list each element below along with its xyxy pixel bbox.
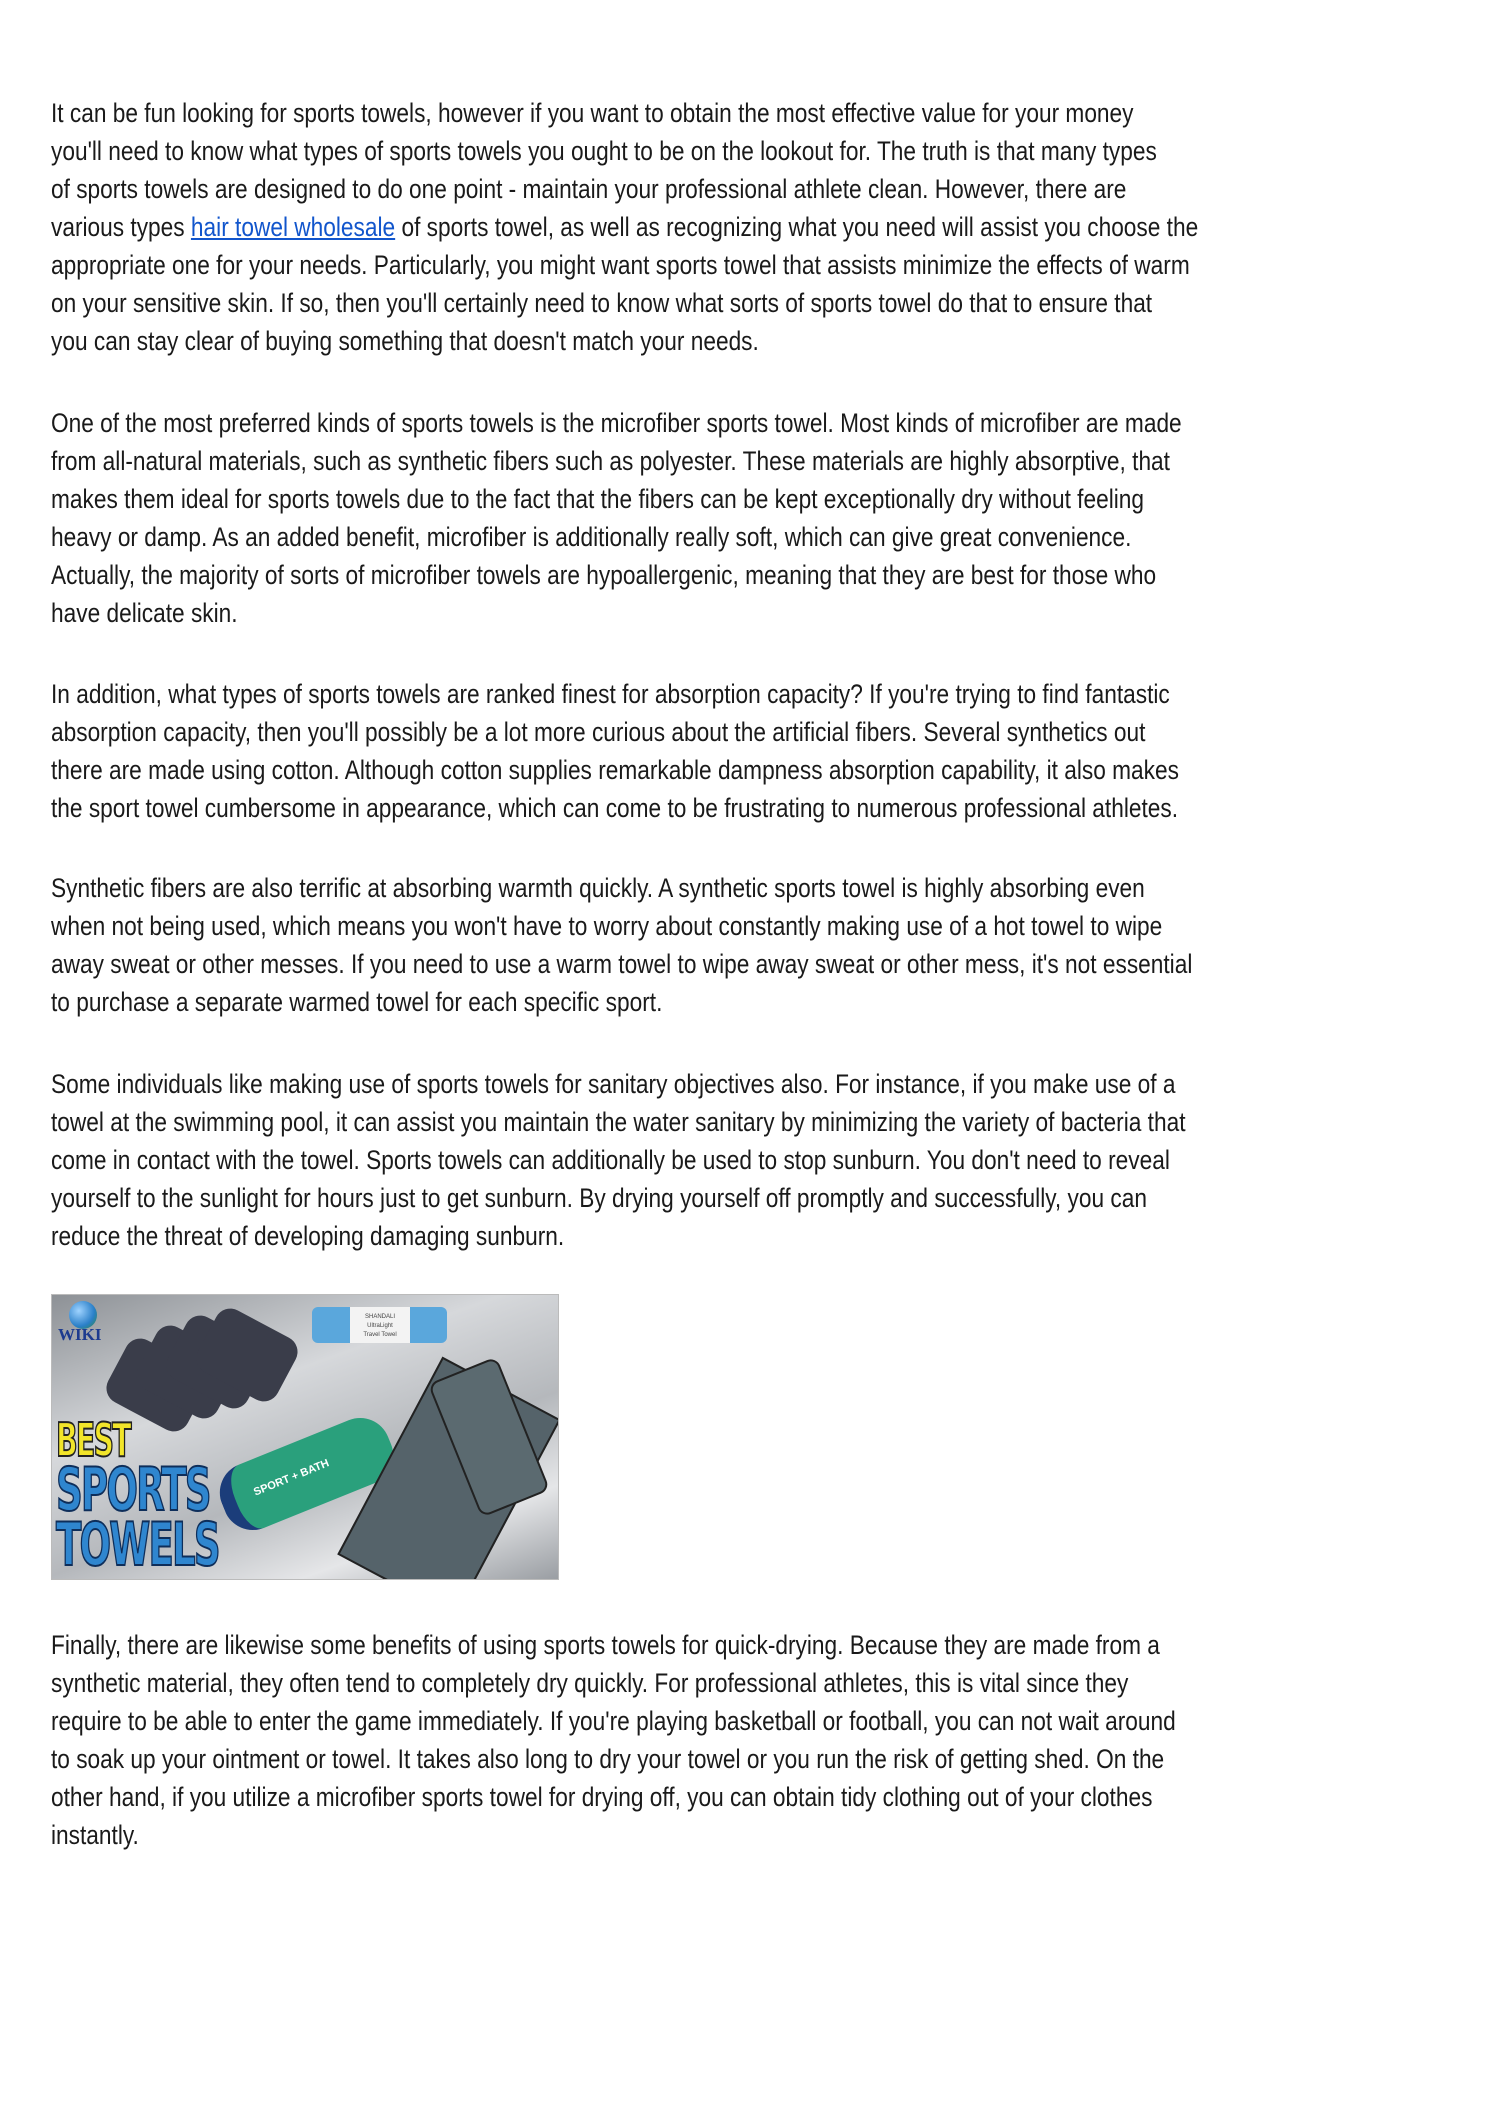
text-line (51, 1626, 1471, 1664)
line-text: Actually, the majority of sorts of microfiber towels are hypoallergenic, meaning that they are best for those who (51, 560, 1157, 590)
line-text: heavy or damp. As an added benefit, microfiber is additionally really soft, which can give great convenience. (51, 522, 1132, 552)
line-text: have delicate skin. (51, 598, 238, 628)
paragraph (51, 404, 1471, 632)
text-line (51, 556, 1471, 594)
label-product: UltraLight (367, 1323, 393, 1329)
text-line (51, 322, 1471, 360)
paragraph (51, 675, 1471, 827)
text-line (51, 442, 1471, 480)
text-line (51, 675, 1471, 713)
text-line (51, 94, 1471, 132)
line-text: come in contact with the towel. Sports towels can additionally be used to stop sunburn. You don't need to reveal (51, 1145, 1170, 1175)
sports-towels-image (51, 1294, 559, 1580)
text-line (51, 1740, 1471, 1778)
text-segment: various types (51, 212, 191, 242)
line-text: to soak up your ointment or towel. It takes also long to dry your towel or you run the risk of getting shed. On the (51, 1744, 1165, 1774)
text-line (51, 1065, 1471, 1103)
line-text: there are made using cotton. Although cotton supplies remarkable dampness absorption capability, it also makes (51, 755, 1179, 785)
text-line (51, 1664, 1471, 1702)
paragraph (51, 1065, 1471, 1255)
line-text: require to be able to enter the game immediately. If you're playing basketball or football, you can not wait around (51, 1706, 1176, 1736)
text-line (51, 404, 1471, 442)
text-line (51, 1217, 1471, 1255)
image-title-towels: TOWELS (56, 1510, 219, 1580)
paragraph (51, 94, 1471, 360)
text-line (51, 983, 1471, 1021)
text-line (51, 1103, 1471, 1141)
line-text: synthetic material, they often tend to completely dry quickly. For professional athletes, this is vital since they (51, 1668, 1129, 1698)
line-text: In addition, what types of sports towels are ranked finest for absorption capacity? If you're trying to find fantastic (51, 679, 1170, 709)
text-line (51, 907, 1471, 945)
line-text: from all-natural materials, such as synthetic fibers such as polyester. These materials are highly absorptive, that (51, 446, 1170, 476)
text-line (51, 594, 1471, 632)
line-text: you can stay clear of buying something that doesn't match your needs. (51, 326, 759, 356)
blue-towel (312, 1307, 447, 1343)
line-text: of sports towels are designed to do one point - maintain your professional athlete clean. However, there are (51, 174, 1127, 204)
image-title-best: BEST (56, 1413, 130, 1467)
text-line (51, 789, 1471, 827)
text-line (51, 170, 1471, 208)
text-line (51, 1141, 1471, 1179)
line-text: the sport towel cumbersome in appearance, which can come to be frustrating to numerous professional athletes. (51, 793, 1179, 823)
paragraph (51, 869, 1471, 1021)
line-text: Some individuals like making use of sports towels for sanitary objectives also. For instance, if you make use of a (51, 1069, 1176, 1099)
text-segment: of sports towel, as well as recognizing what you need will assist you choose the (395, 212, 1199, 242)
line-text: One of the most preferred kinds of sports towels is the microfiber sports towel. Most kinds of microfiber are made (51, 408, 1182, 438)
line-text: Synthetic fibers are also terrific at absorbing warmth quickly. A synthetic sports towel is highly absorbing even (51, 873, 1145, 903)
text-line (51, 1702, 1471, 1740)
line-text: away sweat or other messes. If you need to use a warm towel to wipe away sweat or other mess, it's not essential (51, 949, 1193, 979)
paragraph (51, 1626, 1471, 1854)
text-line (51, 1778, 1471, 1816)
text-line (51, 284, 1471, 322)
line-text: reduce the threat of developing damaging sunburn. (51, 1221, 565, 1251)
line-text: instantly. (51, 1820, 139, 1850)
text-line (51, 518, 1471, 556)
text-line (51, 208, 1471, 246)
line-text: other hand, if you utilize a microfiber sports towel for drying off, you can obtain tidy clothing out of your clothes (51, 1782, 1153, 1812)
line-text: makes them ideal for sports towels due to the fact that the fibers can be kept exceptionally dry without feeling (51, 484, 1145, 514)
text-line (51, 945, 1471, 983)
label-brand: SHANDALI (364, 1314, 395, 1320)
text-line (51, 1816, 1471, 1854)
text-line (51, 1179, 1471, 1217)
line-text: on your sensitive skin. If so, then you'll certainly need to know what sorts of sports towel do that to ensure that (51, 288, 1153, 318)
line-text: appropriate one for your needs. Particularly, you might want sports towel that assists minimize the effects of warm (51, 250, 1190, 280)
line-text (51, 208, 1198, 246)
text-line (51, 713, 1471, 751)
line-text: to purchase a separate warmed towel for each specific sport. (51, 987, 663, 1017)
line-text: It can be fun looking for sports towels, however if you want to obtain the most effective value for your money (51, 98, 1134, 128)
line-text: Finally, there are likewise some benefits of using sports towels for quick-drying. Because they are made from a (51, 1630, 1160, 1660)
line-text: towel at the swimming pool, it can assist you maintain the water sanitary by minimizing the variety of bacteria that (51, 1107, 1186, 1137)
line-text: when not being used, which means you won't have to worry about constantly making use of a hot towel to wipe (51, 911, 1163, 941)
image-title-sports: SPORTS (56, 1455, 210, 1525)
label-type: Travel Towel (363, 1332, 397, 1338)
text-line (51, 132, 1471, 170)
text-line (51, 246, 1471, 284)
text-line (51, 480, 1471, 518)
line-text: yourself to the sunlight for hours just to get sunburn. By drying yourself off promptly and successfully, you can (51, 1183, 1147, 1213)
text-line (51, 869, 1471, 907)
wiki-logo: WIKI (58, 1325, 102, 1344)
green-towel-label: SPORT + BATH (252, 1457, 331, 1499)
text-line (51, 751, 1471, 789)
line-text: you'll need to know what types of sports towels you ought to be on the lookout for. The truth is that many types (51, 136, 1157, 166)
line-text: absorption capacity, then you'll possibly be a lot more curious about the artificial fibers. Several synthetics out (51, 717, 1146, 747)
hair-towel-wholesale-link[interactable]: hair towel wholesale (190, 212, 396, 242)
